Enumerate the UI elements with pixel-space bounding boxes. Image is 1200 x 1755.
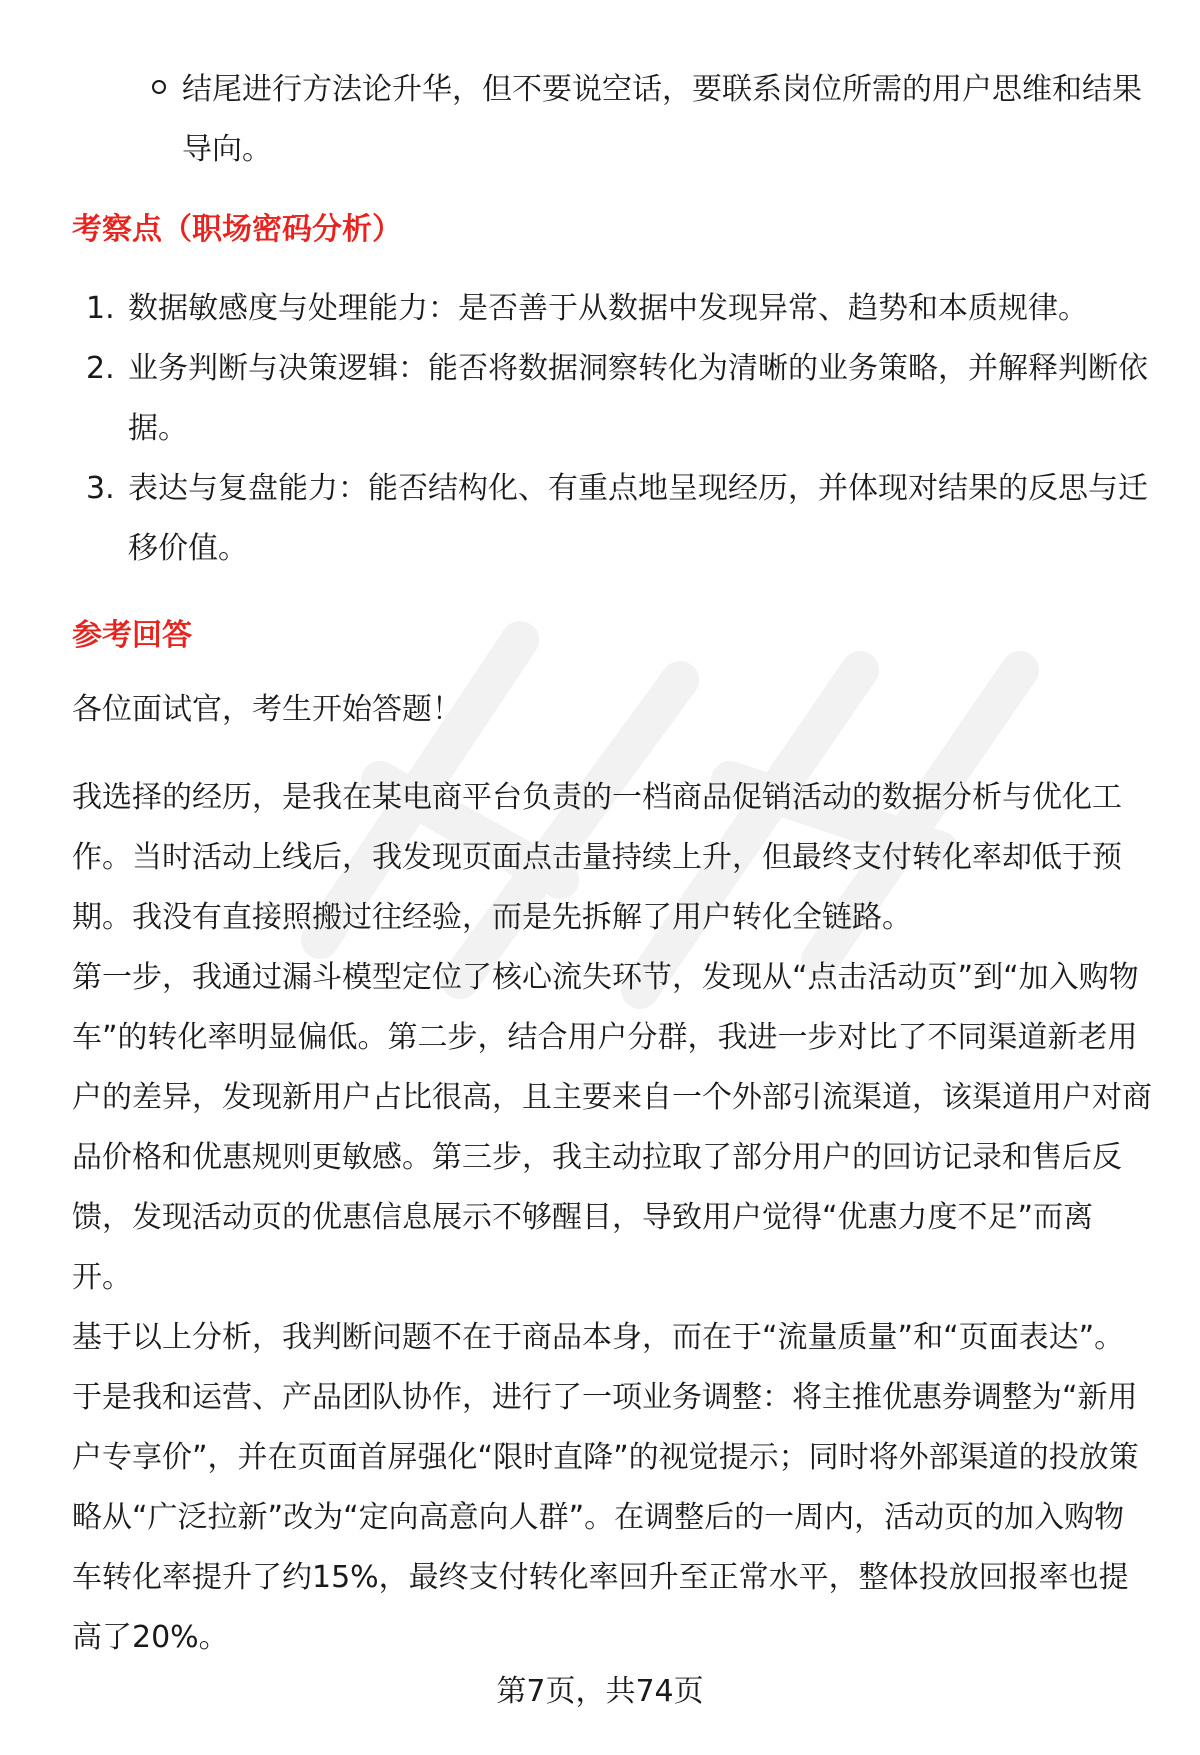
list-item-text: 表达与复盘能力：能否结构化、有重点地呈现经历，并体现对结果的反思与迁移价值。 — [128, 471, 1148, 566]
list-item-number: 3. — [86, 471, 115, 506]
page-number: 第7页，共74页 — [496, 1674, 704, 1709]
answer-paragraph: 基于以上分析，我判断问题不在于商品本身，而在于“流量质量”和“页面表达”。于是我和运营、产品团队协作，进行了一项业务调整：将主推优惠券调整为“新用户专享价”，并在页面首屏强化“限时直降”的视觉提示；同时将外部渠道的投放策略从“广泛拉新”改为“定向高意向人群”。在调整后的一周内，活动页的加入购物车转化率提升了约15%，最终支付转化率回升至正常水平，整体投放回报率也提高了20%。 — [72, 1320, 1139, 1655]
answer-opening: 各位面试官，考生开始答题！ — [72, 692, 462, 727]
reference-answer-heading: 参考回答 — [72, 618, 192, 653]
list-item-number: 2. — [86, 351, 115, 386]
list-item-text: 数据敏感度与处理能力：是否善于从数据中发现异常、趋势和本质规律。 — [128, 291, 1088, 326]
exam-points-heading: 考察点（职场密码分析） — [72, 212, 402, 247]
list-item-number: 1. — [86, 291, 115, 326]
bullet-text: 结尾进行方法论升华，但不要说空话，要联系岗位所需的用户思维和结果导向。 — [182, 72, 1142, 167]
list-item — [72, 459, 1152, 579]
list-item-text: 业务判断与决策逻辑：能否将数据洞察转化为清晰的业务策略，并解释判断依据。 — [128, 351, 1148, 446]
exam-points-list — [72, 279, 1152, 579]
bullet-circle-icon — [152, 80, 166, 94]
list-item — [72, 339, 1152, 459]
answer-paragraph: 我选择的经历，是我在某电商平台负责的一档商品促销活动的数据分析与优化工作。当时活动上线后，我发现页面点击量持续上升，但最终支付转化率却低于预期。我没有直接照搬过往经验，而是先拆解了用户转化全链路。 — [72, 780, 1122, 935]
list-item — [72, 279, 1152, 339]
answer-paragraph: 第一步，我通过漏斗模型定位了核心流失环节，发现从“点击活动页”到“加入购物车”的转化率明显偏低。第二步，结合用户分群，我进一步对比了不同渠道新老用户的差异，发现新用户占比很高，且主要来自一个外部引流渠道，该渠道用户对商品价格和优惠规则更敏感。第三步，我主动拉取了部分用户的回访记录和售后反馈，发现活动页的优惠信息展示不够醒目，导致用户觉得“优惠力度不足”而离开。 — [72, 960, 1152, 1295]
